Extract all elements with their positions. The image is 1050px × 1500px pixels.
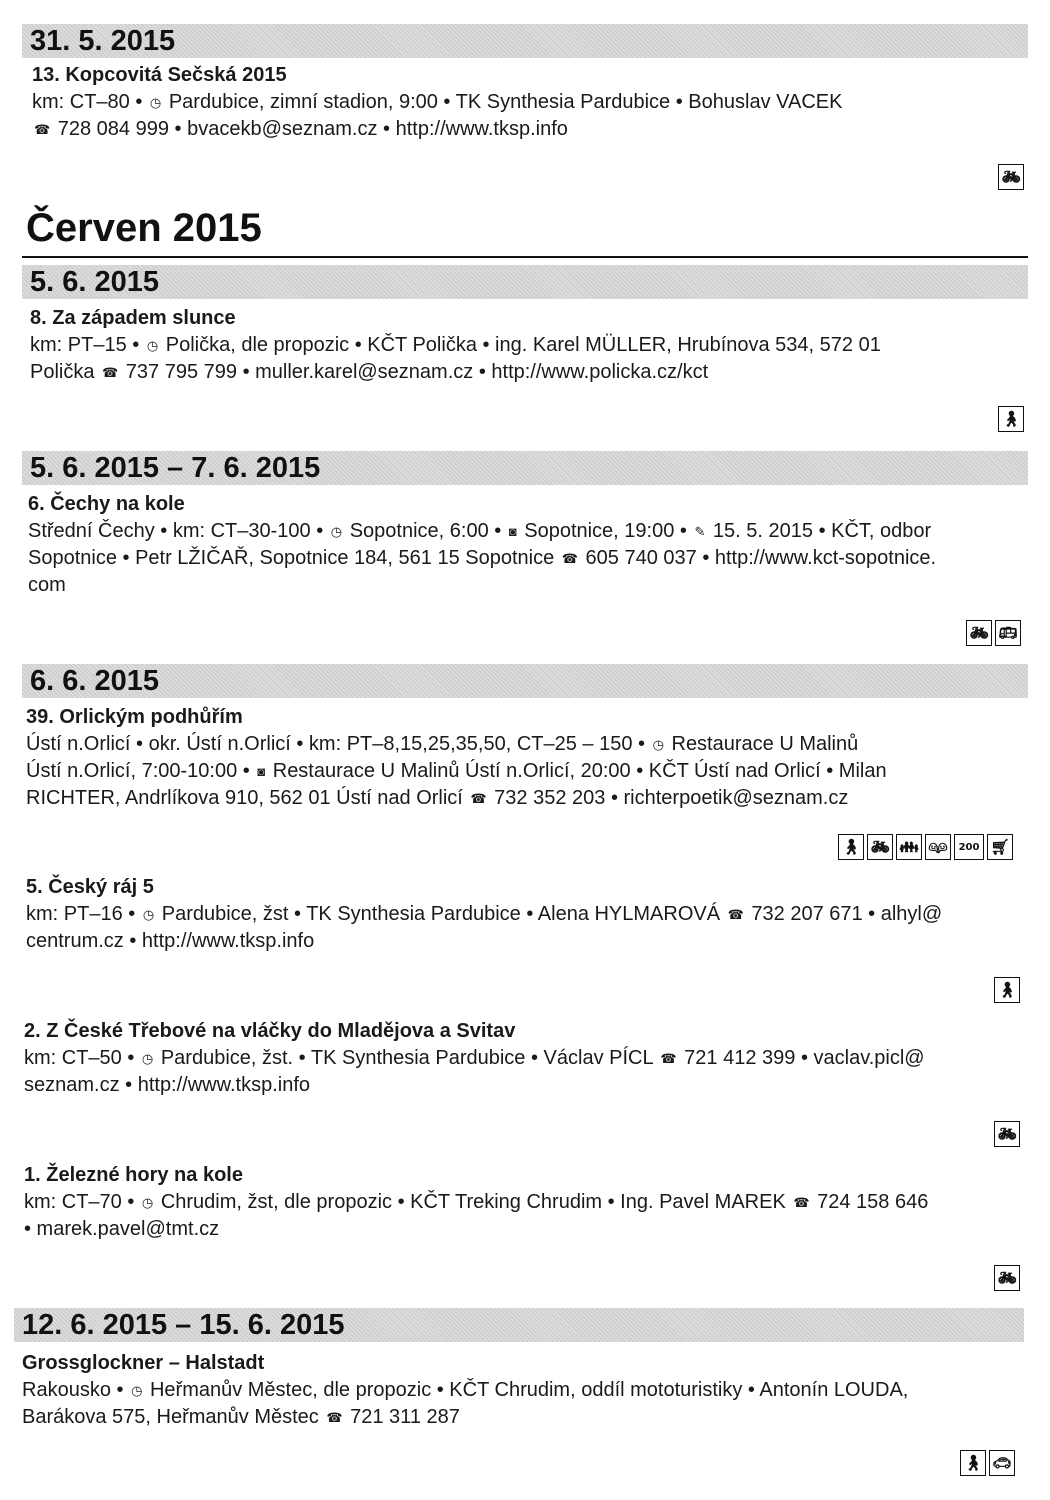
event-entry: [32, 62, 842, 143]
event-entry: [26, 874, 942, 955]
activity-icons: [960, 1450, 1015, 1476]
hiker-icon: 🚶︎: [960, 1450, 986, 1476]
phone-icon: ☎: [102, 365, 119, 380]
event-detail-line: ☎ 728 084 999 • bvacekb@seznam.cz • http://www.tksp.info: [34, 118, 568, 140]
hiker-icon: 🚶︎: [838, 834, 864, 860]
event-detail-line: Ústí n.Orlicí, 7:00-10:00 • ◙ Restaurace U Malinů Ústí n.Orlicí, 20:00 • KČT Ústí nad Orlicí • Milan: [26, 760, 887, 782]
date-label: 12. 6. 2015 – 15. 6. 2015: [22, 1308, 345, 1341]
bike-icon: 🚲︎: [867, 834, 893, 860]
family-icon: 👪︎: [896, 834, 922, 860]
date-band: [22, 664, 1028, 698]
event-title: 1. Železné hory na kole: [24, 1164, 243, 1186]
bike-icon: 🚲︎: [994, 1265, 1020, 1291]
phone-icon: ☎: [326, 1410, 343, 1425]
event-detail-line: km: PT–16 • ◷ Pardubice, žst • TK Synthesia Pardubice • Alena HYLMAROVÁ ☎ 732 207 671 • alhyl@: [26, 903, 943, 925]
event-detail-line: Polička ☎ 737 795 799 • muller.karel@seznam.cz • http://www.policka.cz/kct: [30, 361, 709, 383]
activity-icons: [994, 1265, 1020, 1291]
event-detail-line: centrum.cz • http://www.tksp.info: [26, 930, 315, 952]
car-icon: 🚗︎: [989, 1450, 1015, 1476]
event-entry: [26, 704, 887, 812]
distance-200-icon: 200: [954, 834, 984, 860]
event-detail-line: • marek.pavel@tmt.cz: [24, 1218, 220, 1240]
activity-icons: [998, 406, 1024, 432]
date-band: [22, 451, 1028, 485]
month-divider: [22, 256, 1028, 258]
clock-icon: ◷: [149, 95, 162, 110]
hiker-icon: 🚶︎: [994, 977, 1020, 1003]
event-detail-line: RICHTER, Andrlíkova 910, 562 01 Ústí nad Orlicí ☎ 732 352 203 • richterpoetik@seznam.cz: [26, 787, 849, 809]
event-entry: [24, 1018, 925, 1099]
date-label: 31. 5. 2015: [30, 24, 176, 57]
phone-icon: ☎: [727, 907, 744, 922]
event-detail-line: km: CT–80 • ◷ Pardubice, zimní stadion, 9:00 • TK Synthesia Pardubice • Bohuslav VACEK: [32, 91, 843, 113]
clock-icon: ◷: [146, 338, 159, 353]
event-detail-line: km: CT–70 • ◷ Chrudim, žst, dle propozic • KČT Treking Chrudim • Ing. Pavel MAREK ☎ 724 158 646: [24, 1191, 929, 1213]
date-band: [22, 265, 1028, 299]
date-label: 5. 6. 2015: [30, 265, 159, 298]
event-title: 8. Za západem slunce: [30, 307, 236, 329]
phone-icon: ☎: [793, 1195, 810, 1210]
date-band: [14, 1308, 1024, 1342]
event-title: 5. Český ráj 5: [26, 876, 154, 898]
clock-icon: ◷: [330, 524, 343, 539]
month-heading: Červen 2015: [26, 206, 262, 250]
activity-icons: [838, 834, 1013, 860]
event-detail-line: Střední Čechy • km: CT–30-100 • ◷ Sopotnice, 6:00 • ◙ Sopotnice, 19:00 • ✎ 15. 5. 2015 • KČT, odbor: [28, 520, 932, 542]
bike-icon: 🚲︎: [994, 1121, 1020, 1147]
event-entry: [28, 491, 936, 599]
pen-icon: ✎: [694, 524, 706, 539]
date-band: [22, 24, 1028, 58]
clock-icon: ◷: [141, 1051, 154, 1066]
event-entry: [30, 305, 881, 386]
event-detail-line: Barákova 575, Heřmanův Městec ☎ 721 311 287: [22, 1406, 460, 1428]
event-entry: [24, 1162, 928, 1243]
parents-icon: 👫︎: [925, 834, 951, 860]
phone-icon: ☎: [34, 122, 51, 137]
date-label: 5. 6. 2015 – 7. 6. 2015: [30, 451, 321, 484]
hiker-icon: 🚶︎: [998, 406, 1024, 432]
finish-icon: ◙: [508, 524, 517, 539]
bike-icon: 🚲︎: [998, 164, 1024, 190]
phone-icon: ☎: [660, 1051, 677, 1066]
activity-icons: [998, 164, 1024, 190]
activity-icons: [994, 977, 1020, 1003]
finish-icon: ◙: [257, 764, 266, 779]
bike-icon: 🚲︎: [966, 620, 992, 646]
event-title: 2. Z České Třebové na vláčky do Mladějova a Svitav: [24, 1020, 516, 1042]
event-entry: [22, 1350, 908, 1431]
clock-icon: ◷: [652, 737, 664, 752]
event-detail-line: Ústí n.Orlicí • okr. Ústí n.Orlicí • km: PT–8,15,25,35,50, CT–25 – 150 • ◷ Restaurace U Malinů: [26, 733, 859, 755]
event-detail-line: seznam.cz • http://www.tksp.info: [24, 1074, 310, 1096]
clock-icon: ◷: [131, 1383, 143, 1398]
event-detail-line: Rakousko • ◷ Heřmanův Městec, dle propozic • KČT Chrudim, oddíl mototuristiky • Antonín LOUDA,: [22, 1379, 909, 1401]
bus-icon: 🚌︎: [995, 620, 1021, 646]
event-detail-line: km: CT–50 • ◷ Pardubice, žst. • TK Synthesia Pardubice • Václav PÍCL ☎ 721 412 399 • vaclav.picl@: [24, 1047, 925, 1069]
event-title: 6. Čechy na kole: [28, 493, 185, 515]
clock-icon: ◷: [141, 1195, 154, 1210]
stroller-icon: 🛒︎: [987, 834, 1013, 860]
activity-icons: [994, 1121, 1020, 1147]
event-title: Grossglockner – Halstadt: [22, 1352, 265, 1374]
clock-icon: ◷: [142, 907, 155, 922]
event-title: 39. Orlickým podhůřím: [26, 706, 243, 728]
phone-icon: ☎: [470, 791, 487, 806]
event-detail-line: Sopotnice • Petr LŽIČAŘ, Sopotnice 184, 561 15 Sopotnice ☎ 605 740 037 • http://www.kct-sopotnice.: [28, 547, 937, 569]
activity-icons: [966, 620, 1021, 646]
event-title: 13. Kopcovitá Sečská 2015: [32, 64, 287, 86]
event-detail-line: com: [28, 574, 66, 596]
date-label: 6. 6. 2015: [30, 664, 159, 697]
event-detail-line: km: PT–15 • ◷ Polička, dle propozic • KČT Polička • ing. Karel MÜLLER, Hrubínova 534, 572 01: [30, 334, 881, 356]
phone-icon: ☎: [561, 551, 578, 566]
